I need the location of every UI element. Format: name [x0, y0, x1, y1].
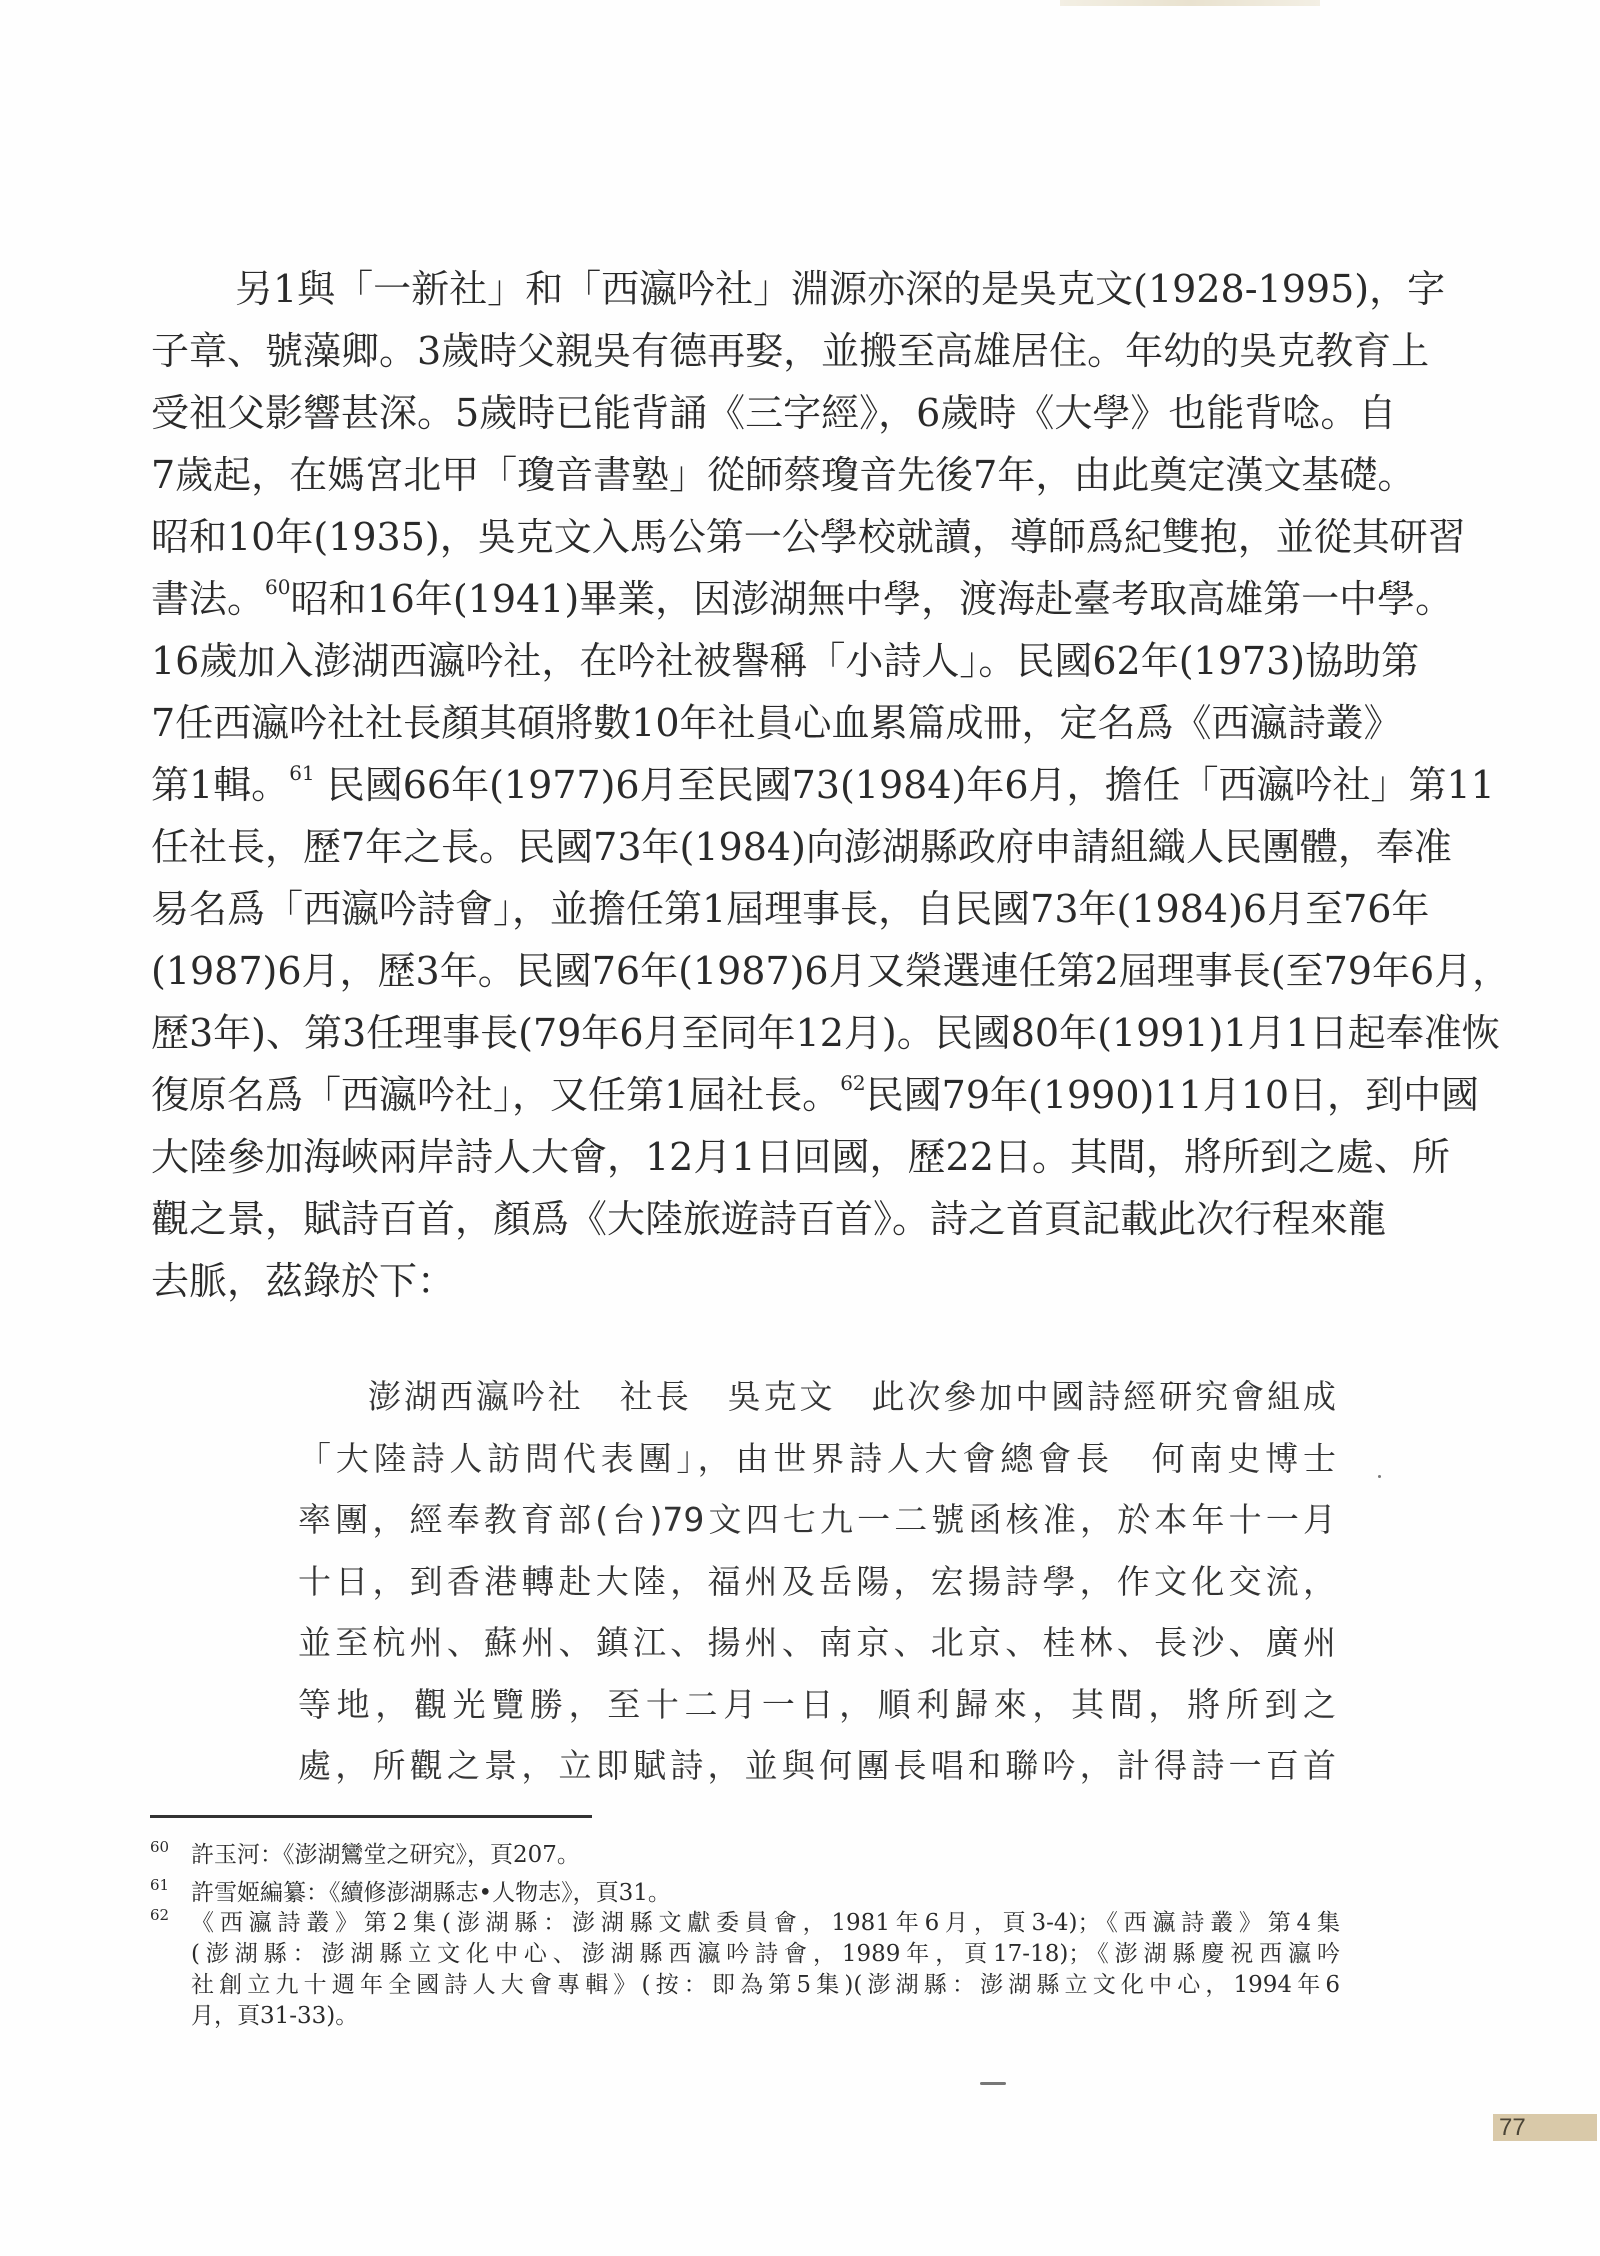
footnote-text: [191, 1908, 1340, 2032]
text-run: 民國66年(1977)6月至民國73(1984)年6月，擔任「西瀛吟社」第11: [314, 763, 1495, 807]
body-line: [151, 754, 1495, 816]
text-run: 第1輯。: [151, 763, 290, 807]
body-line: 另1與「一新社」和「西瀛吟社」淵源亦深的是吳克文(1928-1995)，字: [235, 267, 1446, 311]
footnote-number: 61: [150, 1876, 170, 1894]
footnote-number: 62: [150, 1906, 170, 1924]
footnote: [150, 1908, 1340, 2032]
text-run: 復原名爲「西瀛吟社」，又任第1屆社長。: [151, 1073, 841, 1117]
body-line: 7任西瀛吟社社長顏其碩將數10年社員心血累篇成冊，定名爲《西瀛詩叢》: [151, 701, 1402, 745]
footnote-line: (澎湖縣：澎湖縣立文化中心、澎湖縣西瀛吟詩會，1989年，頁17-18)；《澎湖縣慶祝西瀛吟: [191, 1941, 1340, 1967]
quote-line: 率團，經奉教育部(台)79文四七九一二號函核准，於本年十一月: [298, 1500, 1336, 1539]
scan-speck: [980, 2082, 1006, 2085]
footnote-ref: 61: [289, 761, 315, 785]
text-run: 書法。: [151, 577, 266, 621]
body-line: 7歲起，在媽宮北甲「瓊音書塾」從師蔡瓊音先後7年，由此奠定漢文基礎。: [151, 453, 1416, 497]
scan-edge-mark: [1060, 0, 1320, 6]
footnote-text: [191, 1840, 1340, 1871]
quote-line: 處，所觀之景，立即賦詩，並與何團長唱和聯吟，計得詩一百首: [298, 1746, 1336, 1785]
body-line: 昭和10年(1935)，吳克文入馬公第一公學校就讀，導師爲紀雙抱，並從其研習: [151, 515, 1466, 559]
body-line: 歷3年)、第3任理事長(79年6月至同年12月)。民國80年(1991)1月1日起奉准恢: [151, 1011, 1500, 1055]
body-line: 16歲加入澎湖西瀛吟社，在吟社被譽稱「小詩人」。民國62年(1973)協助第: [151, 639, 1420, 683]
body-line: 子章、號藻卿。3歲時父親吳有德再娶，並搬至高雄居住。年幼的吳克教育上: [151, 329, 1430, 373]
body-line: 任社長，歷7年之長。民國73年(1984)向澎湖縣政府申請組織人民團體，奉准: [151, 825, 1452, 869]
footnote-divider: [150, 1815, 592, 1818]
quote-line: 十日，到香港轉赴大陸，福州及岳陽，宏揚詩學，作文化交流，: [298, 1561, 1336, 1601]
quote-line: 並至杭州、蘇州、鎮江、揚州、南京、北京、桂林、長沙、廣州: [298, 1623, 1336, 1662]
body-line: [151, 1064, 1480, 1126]
footnote: [150, 1878, 1340, 1909]
footnote-ref: 62: [840, 1071, 866, 1095]
quote-line: 等地，觀光覽勝，至十二月一日，順利歸來，其間，將所到之: [298, 1684, 1336, 1724]
text-run: 民國79年(1990)11月10日，到中國: [865, 1073, 1480, 1117]
footnote-line: 《西瀛詩叢》第2集(澎湖縣：澎湖縣文獻委員會，1981年6月，頁3-4)；《西瀛詩叢》第4集: [191, 1910, 1340, 1936]
text-run: 昭和16年(1941)畢業，因澎湖無中學，渡海赴臺考取高雄第一中學。: [290, 577, 1454, 621]
footnote-line: 月，頁31-33)。: [191, 2003, 359, 2029]
body-text: [151, 258, 1511, 1312]
body-line: 觀之景，賦詩百首，顏爲《大陸旅遊詩百首》。詩之首頁記載此次行程來龍: [151, 1197, 1387, 1241]
page-number: 77: [1493, 2114, 1597, 2141]
body-line: 去脈，茲錄於下：: [151, 1259, 456, 1303]
footnote-ref: 60: [265, 575, 291, 599]
body-line: 易名爲「西瀛吟詩會」，並擔任第1屆理事長，自民國73年(1984)6月至76年: [151, 887, 1430, 931]
footnote-number: 60: [150, 1838, 170, 1856]
footnote-text: [191, 1878, 1340, 1909]
quote-line: 「大陸詩人訪問代表團」，由世界詩人大會總會長 何南史博士: [298, 1438, 1336, 1478]
footnote-line: 社創立九十週年全國詩人大會專輯》(按：即為第5集)(澎湖縣：澎湖縣立文化中心，1994年6: [191, 1972, 1340, 1998]
quote-line: 澎湖西瀛吟社 社長 吳克文 此次參加中國詩經研究會組成: [368, 1377, 1336, 1416]
scan-speck: [1378, 1475, 1381, 1478]
footnote: [150, 1840, 1340, 1871]
quoted-passage: [298, 1366, 1336, 1797]
body-line: [151, 568, 1454, 630]
footnote-line: 許雪姬編纂：《續修澎湖縣志•人物志》，頁31。: [191, 1880, 671, 1906]
footnote-line: 許玉河：《澎湖鸞堂之研究》，頁207。: [191, 1842, 580, 1868]
body-line: (1987)6月，歷3年。民國76年(1987)6月又榮選連任第2屆理事長(至79年6月，: [151, 949, 1511, 993]
body-line: 受祖父影響甚深。5歲時已能背誦《三字經》，6歲時《大學》也能背唸。自: [151, 391, 1397, 435]
body-line: 大陸參加海峽兩岸詩人大會，12月1日回國，歷22日。其間，將所到之處、所: [151, 1135, 1450, 1179]
